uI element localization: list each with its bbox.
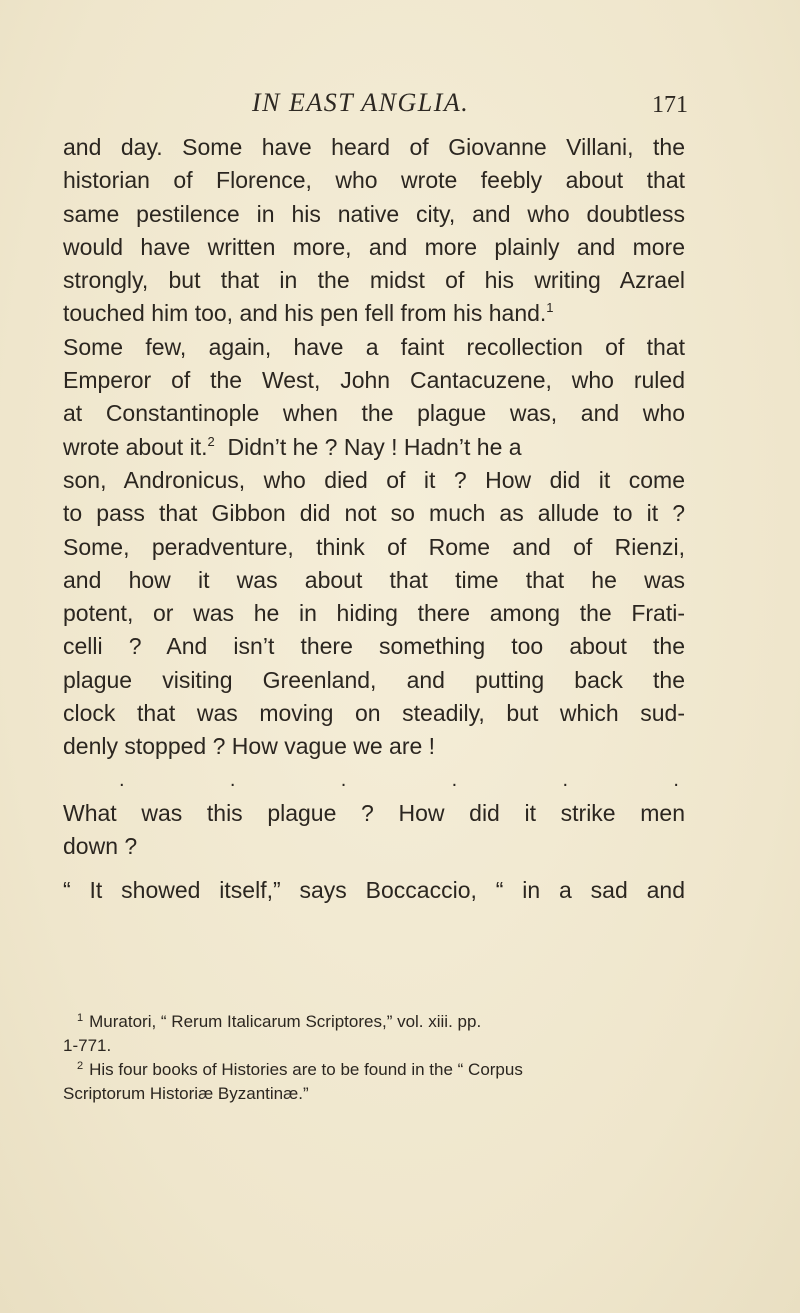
text-line: Emperor of the West, John Cantacuzene, who ruled xyxy=(63,367,685,394)
footnote-mark: 1 xyxy=(77,1012,84,1024)
footnote-text: His four books of Histories are to be found in the “ Corpus xyxy=(89,1060,523,1079)
text-line: to pass that Gibbon did not so much as allude to it ? xyxy=(63,500,685,527)
page-header xyxy=(0,84,800,124)
dot: . xyxy=(562,768,569,791)
text-line: and day. Some have heard of Giovanne Villani, the xyxy=(63,134,685,160)
text-line: celli ? And isn’t there something too about the xyxy=(63,633,685,660)
text-segment: wrote about it. xyxy=(63,433,208,460)
text-line: clock that was moving on steadily, but which sud- xyxy=(63,700,685,727)
footnote-text: Muratori, “ Rerum Italicarum Scriptores,” vol. xiii. pp. xyxy=(89,1012,482,1031)
dot: . xyxy=(229,768,236,791)
text-line: and how it was about that time that he was xyxy=(63,566,685,593)
footnote-line: 1-771. xyxy=(63,1036,112,1055)
text-line xyxy=(63,297,685,330)
text-line: plague visiting Greenland, and putting back the xyxy=(63,666,685,693)
page-number: 171 xyxy=(652,92,688,118)
text-line: son, Andronicus, who died of it ? How did it come xyxy=(63,466,685,493)
ellipsis-dots xyxy=(63,764,685,797)
text-segment: touched him too, and his pen fell from his hand. xyxy=(63,300,547,327)
body-text xyxy=(63,131,685,907)
text-line: potent, or was he in hiding there among the Frati- xyxy=(63,600,685,627)
text-line: Some, peradventure, think of Rome and of Rienzi, xyxy=(63,533,685,560)
footnote-ref: 1 xyxy=(546,300,554,316)
dot: . xyxy=(119,768,125,791)
footnote-line xyxy=(63,1010,685,1034)
text-line: historian of Florence, who wrote feebly about that xyxy=(63,167,685,194)
footnote-mark: 2 xyxy=(77,1060,84,1072)
dot: . xyxy=(340,768,347,791)
text-line: down ? xyxy=(63,833,138,860)
text-segment: Didn’t he ? Nay ! Hadn’t he a xyxy=(227,433,522,460)
dot: . xyxy=(451,768,458,791)
text-line: “ It showed itself,” says Boccaccio, “ in a sad and xyxy=(63,876,685,903)
footnote-line: Scriptorum Historiæ Byzantinæ.” xyxy=(63,1084,309,1103)
text-line: same pestilence in his native city, and who doubtless xyxy=(63,200,685,227)
text-line: strongly, but that in the midst of his writing Azrael xyxy=(63,267,685,294)
dot: . xyxy=(673,768,679,791)
footnote-line xyxy=(63,1058,685,1082)
text-line: would have written more, and more plainly and more xyxy=(63,233,685,260)
text-line: Some few, again, have a faint recollection of that xyxy=(63,333,685,360)
footnotes xyxy=(63,1010,685,1106)
running-title: IN EAST ANGLIA. xyxy=(252,88,470,117)
footnote-ref: 2 xyxy=(207,433,215,449)
paragraph-spacer xyxy=(63,864,685,874)
text-line: What was this plague ? How did it strike men xyxy=(63,799,685,826)
text-line xyxy=(63,431,685,464)
text-line: denly stopped ? How vague we are ! xyxy=(63,733,436,760)
text-line: at Constantinople when the plague was, and who xyxy=(63,400,685,427)
